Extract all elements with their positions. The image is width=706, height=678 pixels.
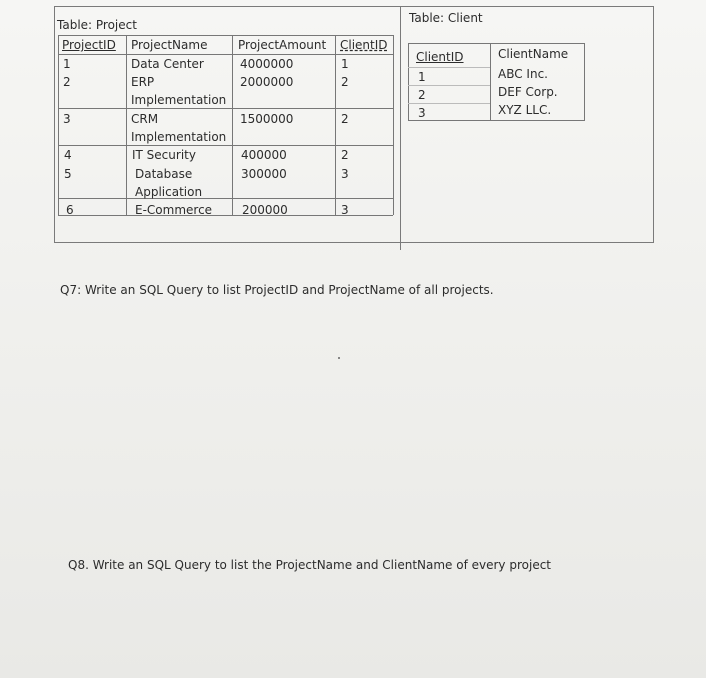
project-row-4-name: IT Security [132, 148, 196, 162]
project-table-line [232, 35, 233, 215]
project-row-2-id: 2 [63, 75, 71, 89]
client-table-line [584, 43, 585, 121]
project-row-1-client: 1 [341, 57, 349, 71]
client-row-3-name: XYZ LLC. [498, 103, 552, 117]
question-q7: Q7: Write an SQL Query to list ProjectID and ProjectName of all projects. [60, 283, 494, 297]
project-row-1-amount: 4000000 [240, 57, 294, 71]
tables-divider [400, 7, 401, 250]
project-row-6-client: 3 [341, 203, 349, 217]
client-row-1-name: ABC Inc. [498, 67, 548, 81]
client-table-line [408, 85, 490, 86]
stray-mark [338, 357, 340, 359]
project-table-line [58, 198, 393, 199]
project-table-line [58, 145, 393, 146]
client-table-line [408, 103, 490, 104]
project-row-1-id: 1 [63, 57, 71, 71]
project-row-2-name-line1: ERP [131, 75, 155, 89]
project-table-line [58, 35, 393, 36]
project-row-2-client: 2 [341, 75, 349, 89]
client-row-1-id: 1 [418, 70, 426, 84]
project-row-1-name: Data Center [131, 57, 204, 71]
project-row-3-name-line2: Implementation [131, 130, 227, 144]
project-header-projectamount: ProjectAmount [238, 38, 327, 52]
client-row-3-id: 3 [418, 106, 426, 120]
project-table-title: Table: Project [57, 18, 137, 32]
project-row-2-name-line2: Implementation [131, 93, 227, 107]
client-header-clientname: ClientName [498, 47, 569, 61]
project-table-line [58, 35, 59, 215]
project-row-2-amount: 2000000 [240, 75, 294, 89]
project-row-5-client: 3 [341, 167, 349, 181]
client-table-title: Table: Client [409, 11, 483, 25]
client-table-line [490, 43, 491, 121]
project-table-line [58, 108, 393, 109]
project-header-projectid: ProjectID [62, 38, 116, 52]
project-row-5-name-line2: Application [135, 185, 203, 199]
project-row-5-id: 5 [64, 167, 72, 181]
project-header-projectname: ProjectName [131, 38, 208, 52]
project-row-4-id: 4 [64, 148, 72, 162]
project-header-clientid: ClientID [340, 38, 388, 52]
project-row-4-amount: 400000 [241, 148, 287, 162]
project-table-line [126, 35, 127, 215]
project-table-line [393, 35, 394, 215]
project-row-4-client: 2 [341, 148, 349, 162]
question-q8: Q8. Write an SQL Query to list the ProjectName and ClientName of every project [68, 558, 551, 572]
client-table-line [408, 120, 585, 121]
project-row-6-amount: 200000 [242, 203, 288, 217]
client-header-clientid: ClientID [416, 50, 464, 64]
project-table-line [58, 54, 393, 55]
project-row-3-amount: 1500000 [240, 112, 294, 126]
client-table-line [408, 67, 490, 68]
project-row-5-name-line1: Database [135, 167, 193, 181]
client-table-line [408, 43, 409, 121]
client-table-line [408, 43, 585, 44]
project-row-5-amount: 300000 [241, 167, 287, 181]
project-row-3-name-line1: CRM [131, 112, 159, 126]
project-table-line [335, 35, 336, 215]
project-row-6-id: 6 [66, 203, 74, 217]
project-row-3-client: 2 [341, 112, 349, 126]
client-row-2-id: 2 [418, 88, 426, 102]
project-row-6-name: E-Commerce [135, 203, 213, 217]
project-row-3-id: 3 [63, 112, 71, 126]
client-row-2-name: DEF Corp. [498, 85, 558, 99]
